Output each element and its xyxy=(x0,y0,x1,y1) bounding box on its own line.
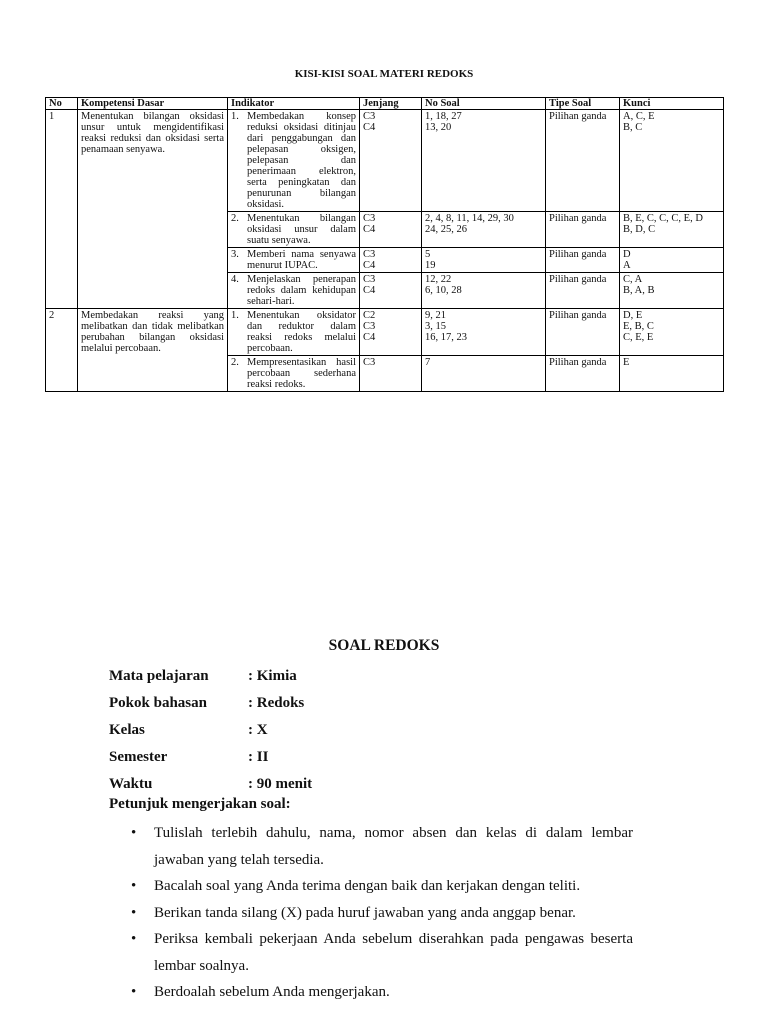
cell-no-soal: 12, 22 6, 10, 28 xyxy=(422,273,546,309)
cell-no-soal: 2, 4, 8, 11, 14, 29, 30 24, 25, 26 xyxy=(422,212,546,248)
cell-jenjang: C3 C4 xyxy=(360,248,422,273)
header-no-soal: No Soal xyxy=(422,98,546,110)
cell-kunci: B, E, C, C, C, E, D B, D, C xyxy=(620,212,724,248)
cell-no-soal: 7 xyxy=(422,356,546,392)
cell-tipe-soal: Pilihan ganda xyxy=(546,309,620,356)
bullet-icon: • xyxy=(131,904,137,921)
cell-indikator xyxy=(228,273,360,309)
table-body xyxy=(46,110,724,392)
cell-kunci: C, A B, A, B xyxy=(620,273,724,309)
meta-label: Mata pelajaran xyxy=(109,668,209,684)
indikator-text: Membedakan konsep reduksi oksidasi ditinjau dari penggabungan dan pelepasan oksigen, pelepasan dan penerimaan elektron, serta peningkatan dan penurunan bilangan oksidasi. xyxy=(247,111,356,210)
cell-no-soal: 1, 18, 27 13, 20 xyxy=(422,110,546,212)
instruction-item xyxy=(131,900,633,927)
kisi-table xyxy=(45,97,724,392)
cell-indikator xyxy=(228,212,360,248)
cell-jenjang: C2 C3 C4 xyxy=(360,309,422,356)
indikator-text: Memberi nama senyawa menurut IUPAC. xyxy=(247,249,356,271)
meta-row-kelas xyxy=(109,717,312,744)
meta-value: : 90 menit xyxy=(248,776,313,792)
cell-tipe-soal: Pilihan ganda xyxy=(546,356,620,392)
table-row xyxy=(46,110,724,212)
instruction-text: Bacalah soal yang Anda terima dengan baik dan kerjakan dengan teliti. xyxy=(154,878,581,894)
meta-row-semester xyxy=(109,744,312,771)
instruction-item xyxy=(131,926,633,979)
meta-row-waktu xyxy=(109,771,312,798)
cell-indikator xyxy=(228,110,360,212)
indikator-number: 3. xyxy=(231,249,239,260)
instruction-text: Berdoalah sebelum Anda mengerjakan. xyxy=(154,984,390,1000)
bullet-icon: • xyxy=(131,931,137,947)
meta-value: : II xyxy=(248,749,269,765)
cell-kompetensi-dasar: Menentukan bilangan oksidasi unsur untuk mengidentifikasi reaksi reduksi dan oksidasi serta penamaan senyawa. xyxy=(78,110,228,309)
cell-jenjang: C3 C4 xyxy=(360,110,422,212)
meta-row-pokok-bahasan xyxy=(109,690,312,717)
header-kompetensi-dasar: Kompetensi Dasar xyxy=(78,98,228,110)
meta-row-mata-pelajaran xyxy=(109,663,312,690)
meta-value: : X xyxy=(248,722,268,738)
indikator-text: Mempresentasikan hasil percobaan sederhana reaksi redoks. xyxy=(247,357,356,390)
cell-kunci: D, E E, B, C C, E, E xyxy=(620,309,724,356)
cell-jenjang: C3 C4 xyxy=(360,212,422,248)
cell-kunci: A, C, E B, C xyxy=(620,110,724,212)
cell-no: 2 xyxy=(46,309,78,392)
instructions-list xyxy=(131,820,633,1006)
meta-label: Waktu xyxy=(109,776,153,792)
indikator-number: 2. xyxy=(231,213,239,224)
header-kunci: Kunci xyxy=(620,98,724,110)
table-row xyxy=(46,309,724,356)
indikator-text: Menjelaskan penerapan redoks dalam kehidupan sehari-hari. xyxy=(247,274,356,307)
indikator-text: Menentukan bilangan oksidasi unsur dalam suatu senyawa. xyxy=(247,213,356,246)
meta-value: : Redoks xyxy=(248,695,305,711)
meta-label: Semester xyxy=(109,749,168,765)
indikator-number: 4. xyxy=(231,274,239,285)
indikator-number: 1. xyxy=(231,111,239,122)
soal-title: SOAL REDOKS xyxy=(328,637,440,654)
cell-no-soal: 9, 21 3, 15 16, 17, 23 xyxy=(422,309,546,356)
meta-value: : Kimia xyxy=(248,668,297,684)
instruction-text: Berikan tanda silang (X) pada huruf jawaban yang anda anggap benar. xyxy=(154,904,576,921)
meta-label: Kelas xyxy=(109,722,145,738)
exam-meta xyxy=(109,663,312,798)
cell-tipe-soal: Pilihan ganda xyxy=(546,273,620,309)
kisi-title: KISI-KISI SOAL MATERI REDOKS xyxy=(294,68,474,80)
cell-kunci: E xyxy=(620,356,724,392)
instruction-item xyxy=(131,979,633,1006)
cell-jenjang: C3 xyxy=(360,356,422,392)
bullet-icon: • xyxy=(131,878,137,894)
cell-jenjang: C3 C4 xyxy=(360,273,422,309)
instruction-item xyxy=(131,820,633,873)
instruction-text: Periksa kembali pekerjaan Anda sebelum diserahkan pada pengawas beserta lembar soalnya. xyxy=(154,931,633,974)
header-tipe-soal: Tipe Soal xyxy=(546,98,620,110)
header-indikator: Indikator xyxy=(228,98,360,110)
header-jenjang: Jenjang xyxy=(360,98,422,110)
indikator-text: Menentukan oksidator dan reduktor dalam reaksi redoks melalui percobaan. xyxy=(247,310,356,354)
instruction-item xyxy=(131,873,633,900)
cell-indikator xyxy=(228,309,360,356)
meta-label: Pokok bahasan xyxy=(109,695,207,711)
bullet-icon: • xyxy=(131,984,137,1000)
bullet-icon: • xyxy=(131,825,137,841)
table-header-row xyxy=(46,98,724,110)
indikator-number: 1. xyxy=(231,310,239,321)
cell-no-soal: 5 19 xyxy=(422,248,546,273)
cell-indikator xyxy=(228,248,360,273)
header-no: No xyxy=(46,98,78,110)
cell-tipe-soal: Pilihan ganda xyxy=(546,248,620,273)
indikator-number: 2. xyxy=(231,357,239,368)
cell-kompetensi-dasar: Membedakan reaksi yang melibatkan dan tidak melibatkan perubahan bilangan oksidasi melalui percobaan. xyxy=(78,309,228,392)
cell-no: 1 xyxy=(46,110,78,309)
cell-tipe-soal: Pilihan ganda xyxy=(546,212,620,248)
instructions-heading: Petunjuk mengerjakan soal: xyxy=(109,796,291,812)
cell-kunci: D A xyxy=(620,248,724,273)
cell-indikator xyxy=(228,356,360,392)
instruction-text: Tulislah terlebih dahulu, nama, nomor absen dan kelas di dalam lembar jawaban yang telah tersedia. xyxy=(154,825,633,868)
cell-tipe-soal: Pilihan ganda xyxy=(546,110,620,212)
